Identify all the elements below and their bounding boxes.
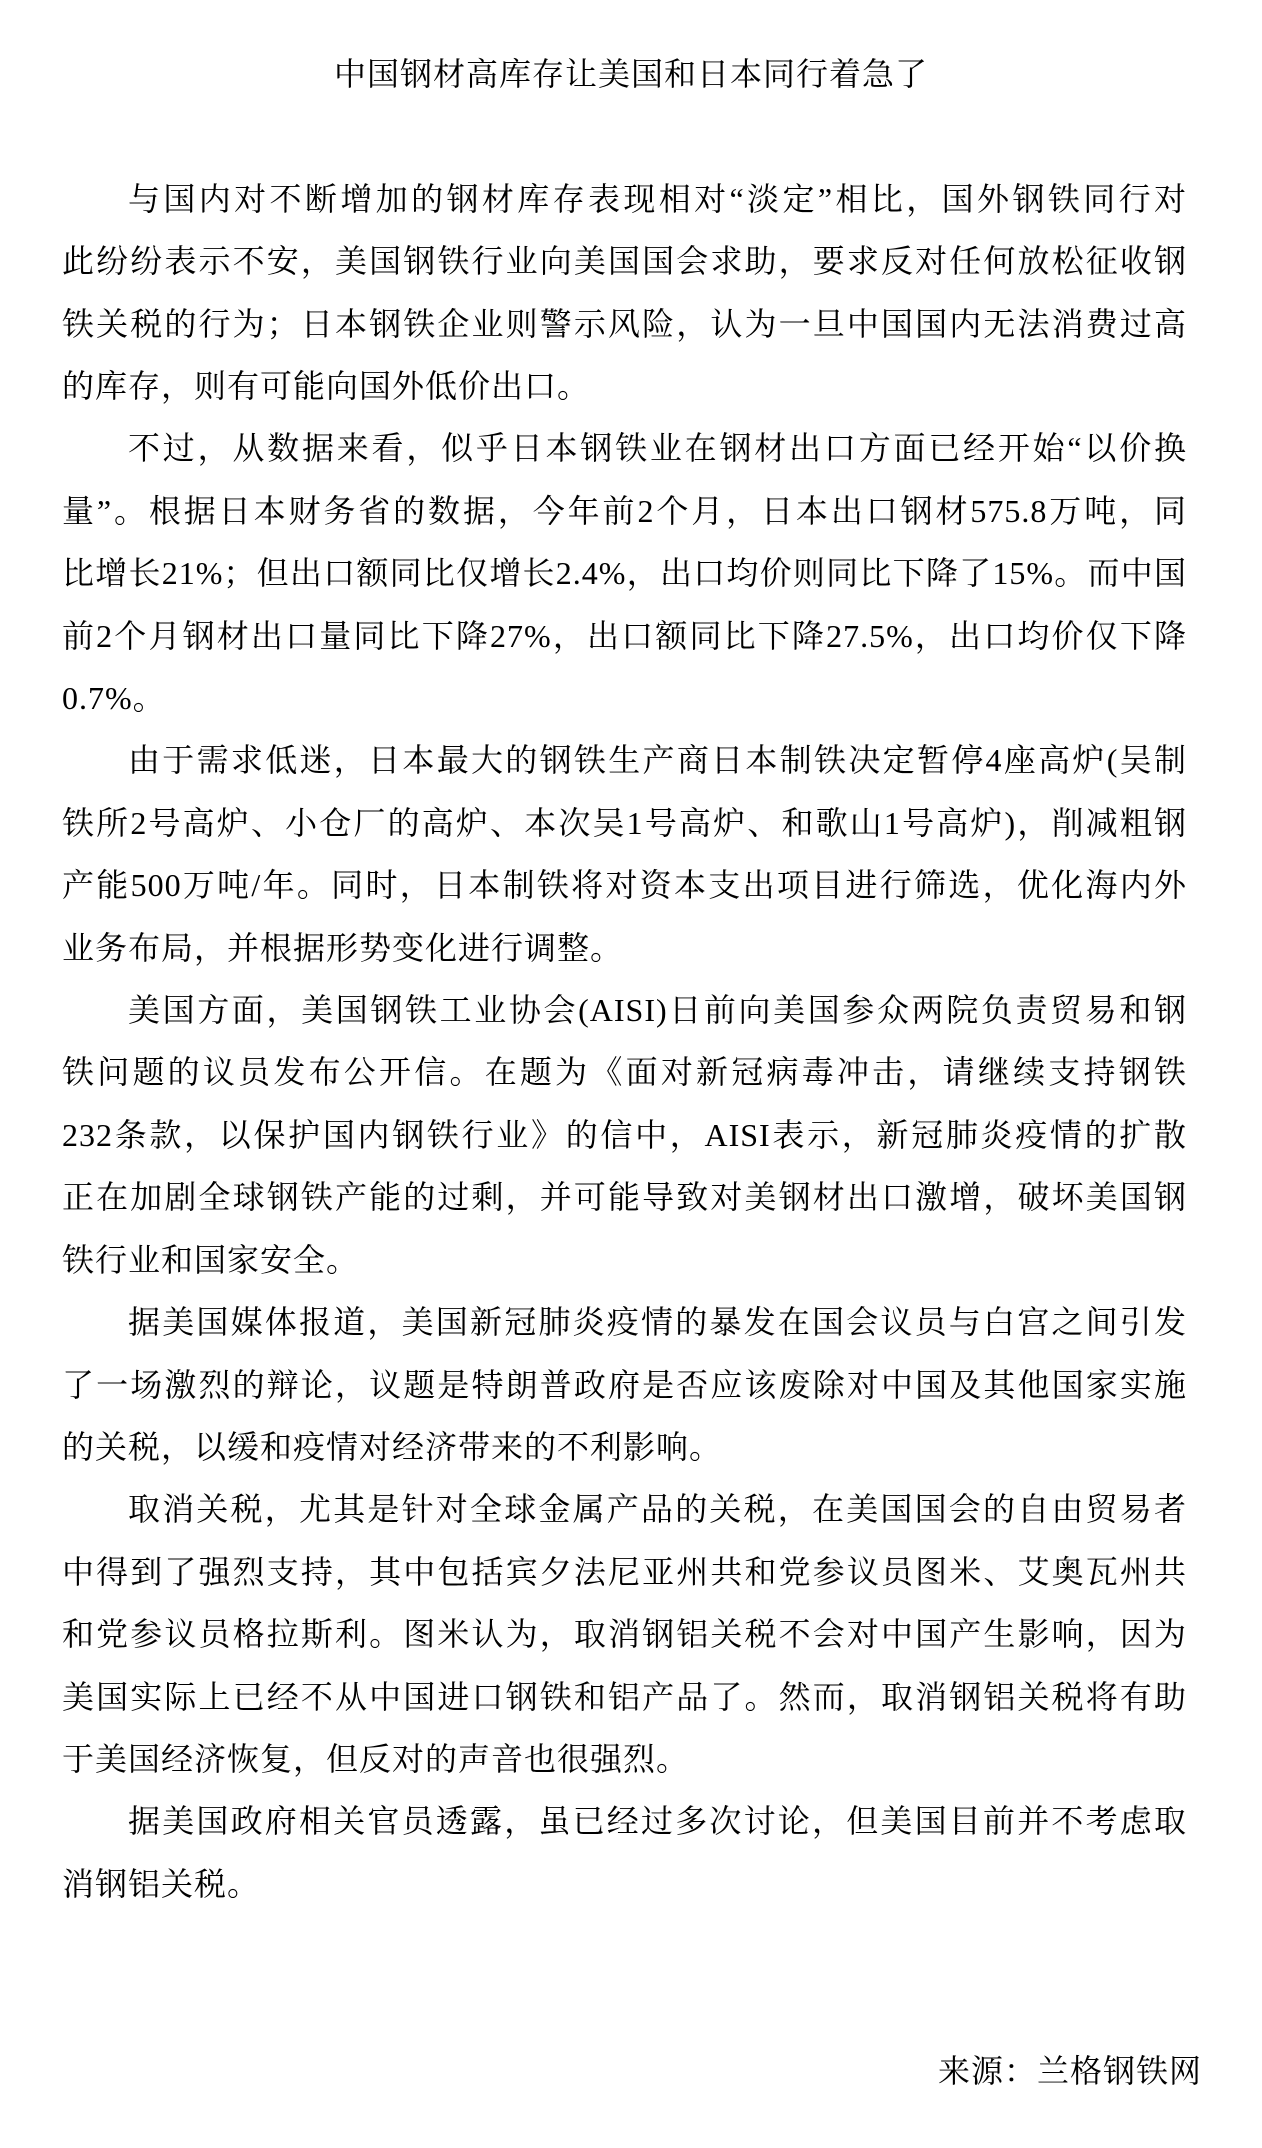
source-attribution: 来源：兰格钢铁网 [937, 2052, 1202, 2089]
paragraph-7 [62, 1790, 1187, 1915]
text-line: 于美国经济恢复，但反对的声音也很强烈。 [62, 1740, 690, 1777]
article-title: 中国钢材高库存让美国和日本同行着急了 [333, 56, 928, 92]
text-line: 铁行业和国家安全。 [62, 1241, 360, 1278]
text-line: 铁关税的行为；日本钢铁企业则警示风险，认为一旦中国国内无法消费过高 [62, 305, 1187, 342]
text-line: 消钢铝关税。 [62, 1865, 261, 1902]
text-line: 232条款，以保护国内钢铁行业》的信中，AISI表示，新冠肺炎疫情的扩散 [62, 1116, 1187, 1153]
paragraph-5 [62, 1291, 1187, 1478]
text-line: 美国方面，美国钢铁工业协会(AISI)日前向美国参众两院负责贸易和钢 [128, 992, 1187, 1029]
text-line: 由于需求低迷，日本最大的钢铁生产商日本制铁决定暂停4座高炉(吴制 [128, 742, 1187, 779]
paragraph-4 [62, 979, 1187, 1291]
text-line: 业务布局，并根据形势变化进行调整。 [62, 929, 624, 966]
paragraph-6 [62, 1478, 1187, 1790]
text-line: 产能500万吨/年。同时，日本制铁将对资本支出项目进行筛选，优化海内外 [62, 867, 1187, 904]
paragraph-1 [62, 168, 1187, 418]
text-line: 的关税，以缓和疫情对经济带来的不利影响。 [62, 1428, 723, 1465]
text-line: 据美国政府相关官员透露，虽已经过多次讨论，但美国目前并不考虑取 [128, 1803, 1187, 1840]
text-line: 了一场激烈的辩论，议题是特朗普政府是否应该废除对中国及其他国家实施 [62, 1366, 1187, 1403]
text-line: 据美国媒体报道，美国新冠肺炎疫情的暴发在国会议员与白宫之间引发 [128, 1304, 1187, 1341]
text-line: 与国内对不断增加的钢材库存表现相对“淡定”相比，国外钢铁同行对 [128, 180, 1187, 217]
text-line: 正在加剧全球钢铁产能的过剩，并可能导致对美钢材出口激增，破坏美国钢 [62, 1179, 1187, 1216]
article-body [62, 168, 1187, 1915]
text-line: 铁问题的议员发布公开信。在题为《面对新冠病毒冲击，请继续支持钢铁 [62, 1054, 1187, 1091]
text-line: 此纷纷表示不安，美国钢铁行业向美国国会求助，要求反对任何放松征收钢 [62, 243, 1187, 280]
text-line: 0.7%。 [62, 680, 166, 717]
text-line: 的库存，则有可能向国外低价出口。 [62, 368, 591, 405]
text-line: 美国实际上已经不从中国进口钢铁和铝产品了。然而，取消钢铝关税将有助 [62, 1678, 1187, 1715]
text-line: 中得到了强烈支持，其中包括宾夕法尼亚州共和党参议员图米、艾奥瓦州共 [62, 1553, 1187, 1590]
text-line: 比增长21%；但出口额同比仅增长2.4%，出口均价则同比下降了15%。而中国 [62, 555, 1187, 592]
text-line: 和党参议员格拉斯利。图米认为，取消钢铝关税不会对中国产生影响，因为 [62, 1616, 1187, 1653]
text-line: 铁所2号高炉、小仓厂的高炉、本次吴1号高炉、和歌山1号高炉)，削减粗钢 [62, 804, 1187, 841]
text-line: 量”。根据日本财务省的数据，今年前2个月，日本出口钢材575.8万吨，同 [62, 492, 1187, 529]
text-line: 取消关税，尤其是针对全球金属产品的关税，在美国国会的自由贸易者 [128, 1491, 1187, 1528]
text-line: 不过，从数据来看，似乎日本钢铁业在钢材出口方面已经开始“以价换 [128, 430, 1187, 467]
paragraph-3 [62, 729, 1187, 979]
paragraph-2 [62, 417, 1187, 729]
text-line: 前2个月钢材出口量同比下降27%，出口额同比下降27.5%，出口均价仅下降 [62, 617, 1187, 654]
